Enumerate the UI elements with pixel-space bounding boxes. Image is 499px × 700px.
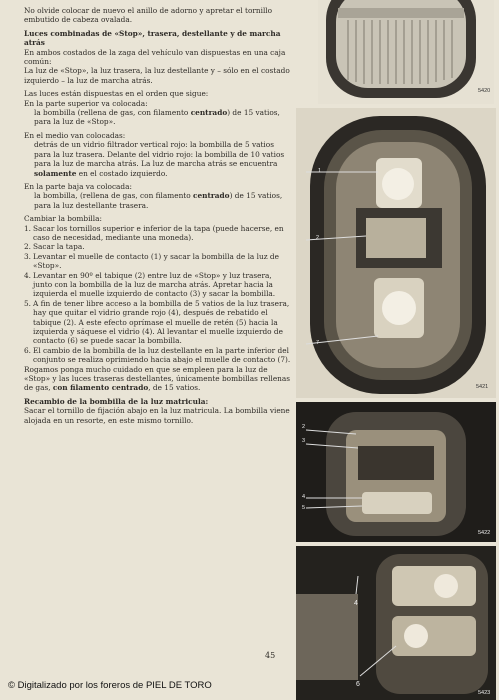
step-number: 5.: [24, 298, 32, 308]
photo-code-d: 5423: [478, 690, 491, 696]
lower-text-a: la bombilla, (rellena de gas, con filamento: [34, 191, 194, 201]
steps-list: [24, 224, 292, 365]
step-item: [24, 346, 292, 365]
para-intro: No olvide colocar de nuevo el anillo de adorno y apretar el tornillo embutido de cabeza ovalada.: [24, 6, 273, 25]
photo-cover-illustration: [318, 0, 494, 104]
para-plate-light: Sacar el tornillo de fijación abajo en la luz matricula. La bombilla viene alojada en un resorte, en este mismo tornillo.: [24, 406, 290, 425]
step-number: 3.: [24, 251, 32, 261]
warning-text-a: Rogamos ponga mucho cuidado en que se empleen para la luz de «Stop» y las luces traseras destellantes, únicamente bombillas rellenas de gas,: [24, 364, 291, 393]
photo-housing-illustration: [296, 108, 496, 398]
para-order: Las luces están dispuestas en el orden que sigue:: [24, 89, 209, 99]
step-item: [24, 299, 292, 346]
step-text: Levantar el muelle de contacto (1) y sacar la bombilla de la luz de «Stop».: [33, 251, 279, 271]
callout-1: 1: [318, 168, 322, 174]
callout-7: 7: [316, 340, 320, 346]
step-number: 6.: [24, 345, 32, 355]
step-text: Sacar los tornillos superior e inferior de la tapa (puede hacerse, en caso de necesidad, mediante una moneda).: [33, 223, 284, 242]
warning-text-b: con filamento centrado: [52, 383, 149, 393]
upper-bulb-text-b: centrado: [190, 108, 228, 118]
para-middle: En el medio van colocadas:: [24, 130, 126, 140]
middle-text-a: detrás de un vidrio filtrador vertical rojo: la bombilla de 5 vatios para la luz trasera. Delante del vidrio rojo: la bombilla de 10 vatios para la luz de marcha atrás. La luz de marcha atrás se encuentra: [34, 140, 285, 169]
page-number: 45: [265, 651, 276, 660]
body-text: [24, 6, 292, 425]
step-item: [24, 271, 292, 299]
lower-text-c: ) de 15 vatios, para la luz destellante trasera.: [34, 191, 283, 210]
para-middle-bulbs: [24, 140, 292, 178]
middle-text-b: solamente: [34, 168, 77, 178]
callout-5: 5: [302, 505, 306, 511]
step-item: [24, 242, 292, 251]
callout-4: 4: [302, 494, 306, 500]
callout-3: 3: [302, 438, 306, 444]
upper-bulb-text-c: ) de 15 vatios, para la luz de «Stop».: [34, 108, 280, 127]
para-change-bulb: Cambiar la bombilla:: [24, 214, 102, 224]
para-upper-bulb: [24, 108, 292, 127]
heading-combined-lights: Luces combinadas de «Stop», trasera, destellante y de marcha atrás: [24, 28, 281, 48]
callout-6: 6: [356, 681, 360, 688]
heading-plate-light: Recambio de la bombilla de la luz matricula:: [24, 396, 209, 406]
step-item: [24, 252, 292, 271]
callout-2: 2: [316, 235, 320, 241]
lower-text-b: centrado: [193, 191, 230, 201]
step-number: 4.: [24, 270, 32, 280]
step-text: El cambio de la bombilla de la luz destellante en la parte inferior del conjunto se realiza oprimiendo hacia abajo el muelle de contacto (7).: [33, 345, 291, 365]
photo-code-c: 5422: [478, 530, 491, 536]
para-lower-bulb: [24, 191, 292, 210]
middle-text-c: en el costado izquierdo.: [76, 168, 168, 178]
step-text: Sacar la tapa.: [33, 242, 85, 252]
step-text: Levantar en 90º el tabique (2) entre luz de «Stop» y luz trasera, junto con la bombilla de la luz de marcha atrás. Apretar hacia la izquierda el muelle izquierdo de contacto (3) y sacar la bombilla.: [33, 270, 276, 299]
photo-cover: [318, 0, 494, 104]
para-upper: En la parte superior va colocada:: [24, 98, 148, 108]
para-lights-list: La luz de «Stop», la luz trasera, la luz destellante y – sólo en el costado izquierdo – la luz de marcha atrás.: [24, 66, 290, 85]
photo-bulb-illustration: [296, 546, 496, 700]
photo-bulb-removal: [296, 546, 496, 700]
step-text: A fin de tener libre acceso a la bombilla de 5 vatios de la luz trasera, hay que quitar el vidrio grande rojo (4), después de rebatido el tabique (2). A este efecto oprímase el muelle de retén (5) hacia la izquierda y sáquese el vidrio (4). Al levantar el muelle izquierdo de contacto (6) se puede sacar la bombilla.: [33, 298, 290, 346]
photo-open-housing: [296, 108, 496, 398]
photo-red-glass: [296, 402, 496, 542]
photo-code-b: 5421: [476, 384, 489, 390]
para-warning: [24, 365, 292, 393]
step-number: 2.: [24, 242, 32, 252]
callout-4b: 4: [354, 600, 358, 607]
para-location: En ambos costados de la zaga del vehículo van dispuestas en una caja común:: [24, 47, 286, 67]
watermark: © Digitalizado por los foreros de PIEL DE TORO: [8, 680, 212, 691]
upper-bulb-text-a: la bombilla (rellena de gas, con filamento: [34, 108, 191, 118]
step-item: [24, 224, 292, 243]
photo-code-a: 5420: [478, 88, 491, 94]
warning-text-c: , de 15 vatios.: [148, 383, 201, 393]
callout-2b: 2: [302, 424, 306, 430]
photo-glass-illustration: [296, 402, 496, 542]
step-number: 1.: [24, 223, 32, 233]
para-lower: En la parte baja va colocada:: [24, 181, 132, 191]
